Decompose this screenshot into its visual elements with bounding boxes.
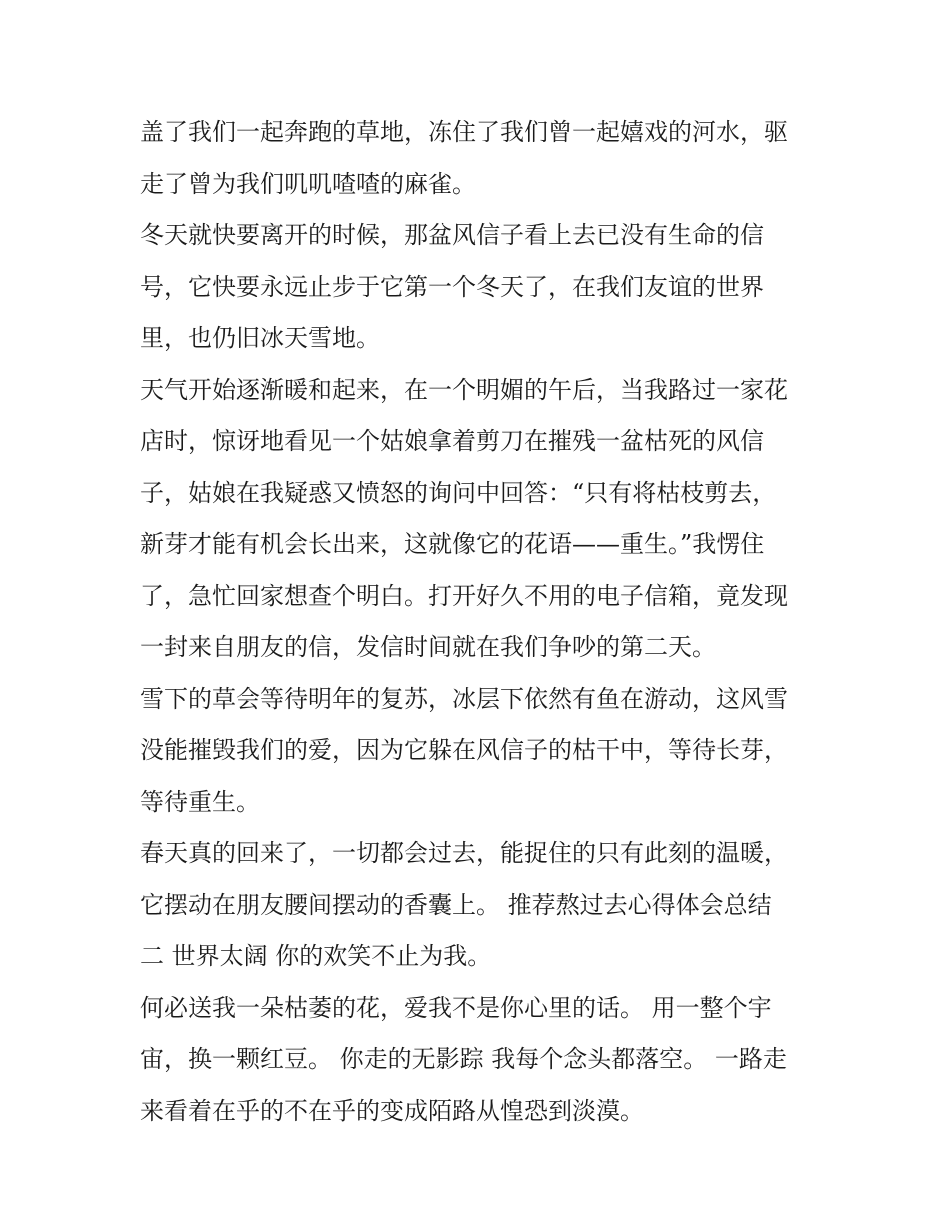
text-line: 它摆动在朋友腰间摆动的香囊上。 推荐熬过去心得体会总结 xyxy=(140,890,772,919)
text-line: 天气开始逐渐暖和起来，在一个明媚的午后，当我路过一家花 xyxy=(140,375,788,404)
text-line: 二 世界太阔 你的欢笑不止为我。 xyxy=(140,942,492,970)
text-line: 一封来自朋友的信，发信时间就在我们争吵的第二天。 xyxy=(140,633,716,661)
text-line: 店时，惊讶地看见一个姑娘拿着剪刀在摧残一盆枯死的风信 xyxy=(140,427,764,455)
text-line: 等待重生。 xyxy=(140,787,260,816)
text-line: 里，也仍旧冰天雪地。 xyxy=(140,324,380,352)
text-line: 雪下的草会等待明年的复苏，冰层下依然有鱼在游动，这风雪 xyxy=(140,684,788,713)
text-line: 了，急忙回家想查个明白。打开好久不用的电子信箱，竟发现 xyxy=(140,581,788,610)
text-line: 号，它快要永远止步于它第一个冬天了，在我们友谊的世界 xyxy=(140,272,764,301)
text-line: 新芽才能有机会长出来，这就像它的花语——重生。”我愣住 xyxy=(140,530,765,558)
body-text xyxy=(140,107,820,1137)
text-line: 冬天就快要离开的时候，那盆风信子看上去已没有生命的信 xyxy=(140,221,764,249)
text-line: 宙，换一颗红豆。 你走的无影踪 我每个念头都落空。 一路走 xyxy=(140,1045,787,1073)
text-line: 子，姑娘在我疑惑又愤怒的询问中回答：“只有将枯枝剪去， xyxy=(140,478,777,507)
text-line: 春天真的回来了，一切都会过去，能捉住的只有此刻的温暖， xyxy=(140,839,788,867)
text-line: 何必送我一朵枯萎的花，爱我不是你心里的话。 用一整个宇 xyxy=(140,993,772,1022)
text-line: 走了曾为我们叽叽喳喳的麻雀。 xyxy=(140,169,476,198)
text-line: 来看着在乎的不在乎的变成陌路从惶恐到淡漠。 xyxy=(140,1096,644,1125)
text-line: 盖了我们一起奔跑的草地，冻住了我们曾一起嬉戏的河水，驱 xyxy=(140,118,788,146)
text-line: 没能摧毁我们的爱，因为它躲在风信子的枯干中，等待长芽， xyxy=(140,736,788,764)
